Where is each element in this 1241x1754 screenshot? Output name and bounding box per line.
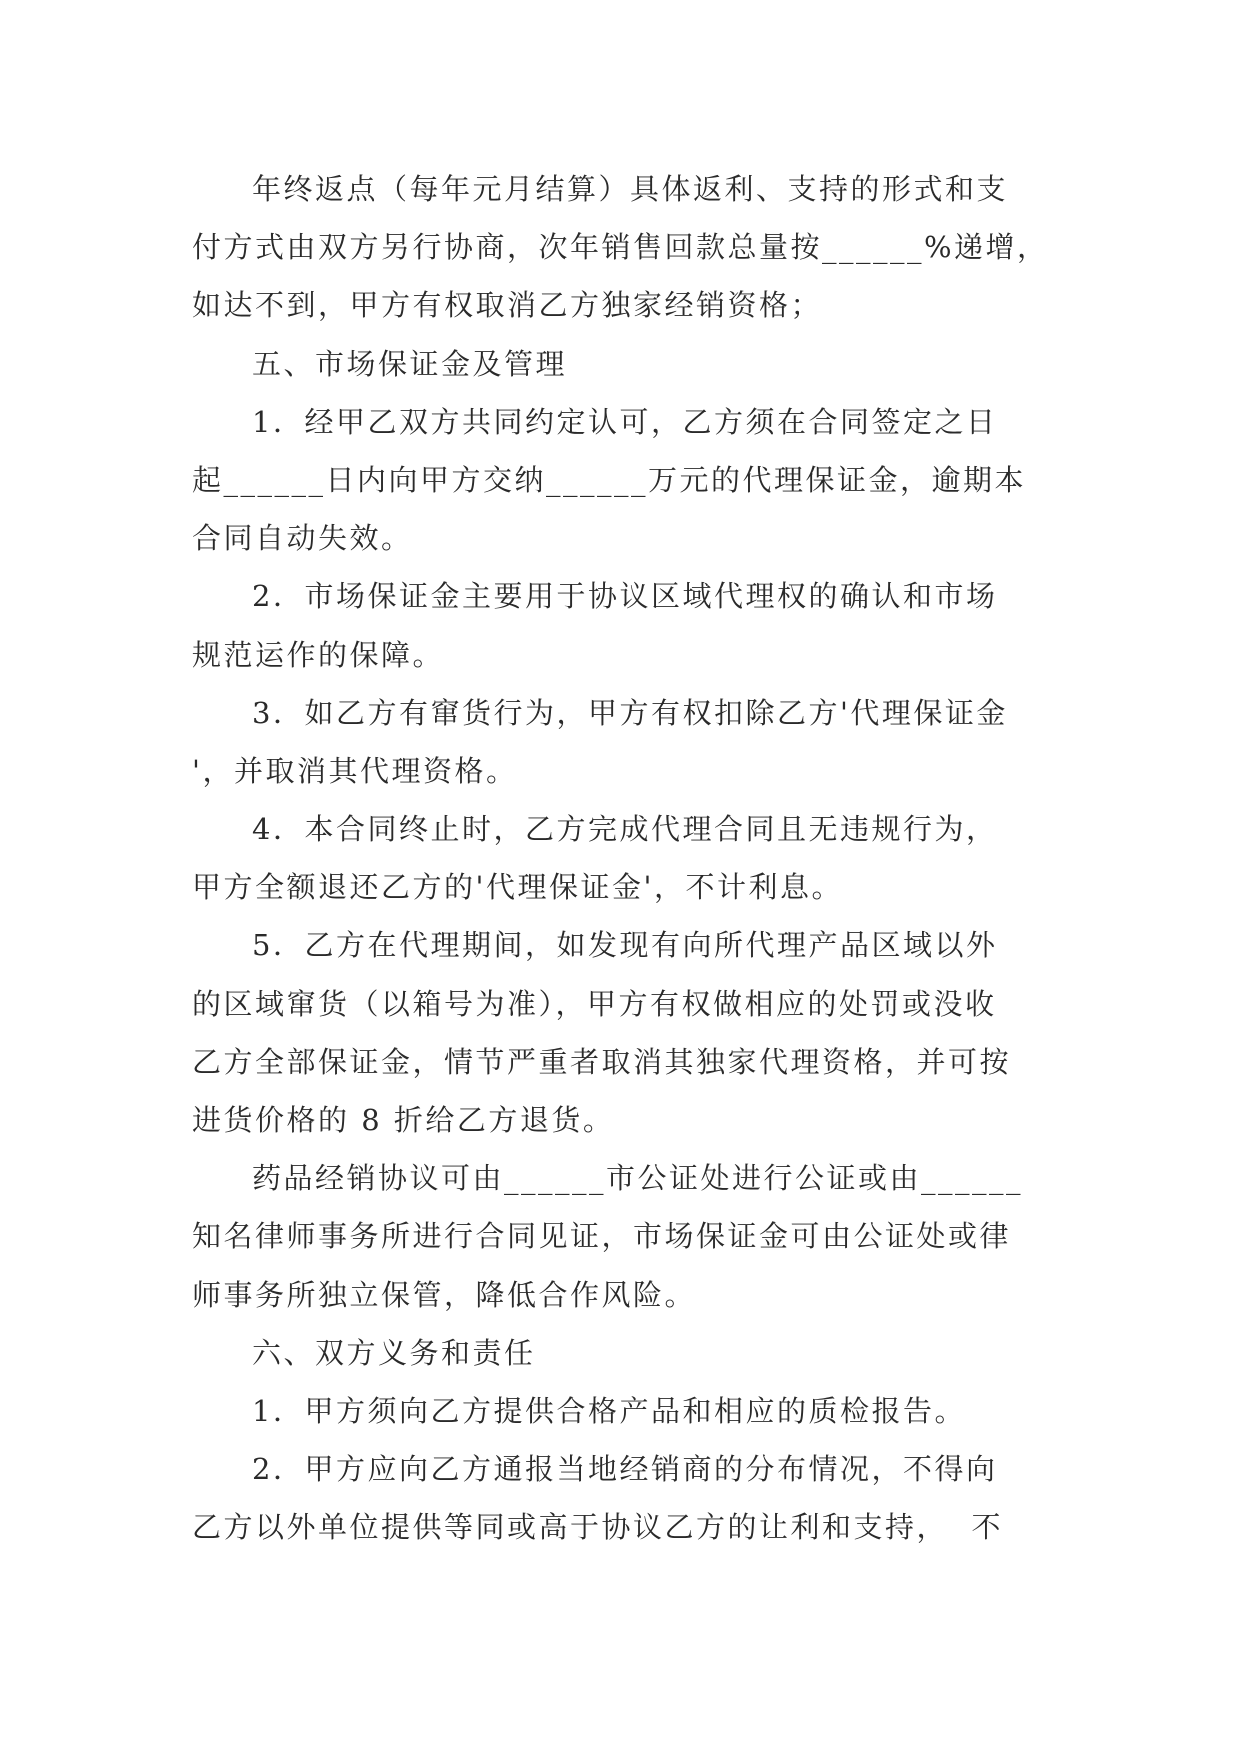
section-heading: 五、市场保证金及管理 [252,346,568,381]
paragraph-line: 4．本合同终止时，乙方完成代理合同且无违规行为， [252,812,998,847]
paragraph-line: 知名律师事务所进行合同见证，市场保证金可由公证处或律 [192,1219,1012,1254]
paragraph-line: 如达不到，甲方有权取消乙方独家经销资格； [192,288,823,323]
contract-body [192,160,1072,1557]
paragraph-line: 1．甲方须向乙方提供合格产品和相应的质检报告。 [252,1393,966,1428]
paragraph-line: 乙方全部保证金，情节严重者取消其独家代理资格，并可按 [192,1044,1012,1079]
paragraph-line: 1．经甲乙双方共同约定认可，乙方须在合同签定之日 [252,404,998,439]
paragraph-line: '，并取消其代理资格。 [192,753,518,788]
paragraph-line: 年终返点（每年元月结算）具体返利、支持的形式和支 [252,172,1009,206]
paragraph-line: 2．市场保证金主要用于协议区域代理权的确认和市场 [252,579,998,614]
paragraph-line: 5．乙方在代理期间，如发现有向所代理产品区域以外 [252,928,998,963]
paragraph-line: 药品经销协议可由______市公证处进行公证或由______ [252,1161,1024,1196]
paragraph-line: 进货价格的 8 折给乙方退货。 [192,1103,615,1137]
paragraph-line: 乙方以外单位提供等同或高于协议乙方的让利和支持， 不 [192,1510,1003,1545]
paragraph-line: 师事务所独立保管，降低合作风险。 [192,1277,697,1312]
paragraph-line: 的区域窜货（以箱号为准），甲方有权做相应的处罚或没收 [192,986,997,1021]
paragraph-line: 起______日内向甲方交纳______万元的代理保证金，逾期本 [192,462,1027,497]
section-heading: 六、双方义务和责任 [252,1335,536,1370]
paragraph-line: 规范运作的保障。 [192,637,445,672]
paragraph-line: 甲方全额退还乙方的'代理保证金'，不计利息。 [192,870,843,905]
paragraph-line: 3．如乙方有窜货行为，甲方有权扣除乙方'代理保证金 [252,695,1008,730]
paragraph-line: 合同自动失效。 [192,521,413,556]
paragraph-line: 2．甲方应向乙方通报当地经销商的分布情况，不得向 [252,1452,998,1487]
paragraph-line: 付方式由双方另行协商，次年销售回款总量按______%递增， [192,230,1049,265]
